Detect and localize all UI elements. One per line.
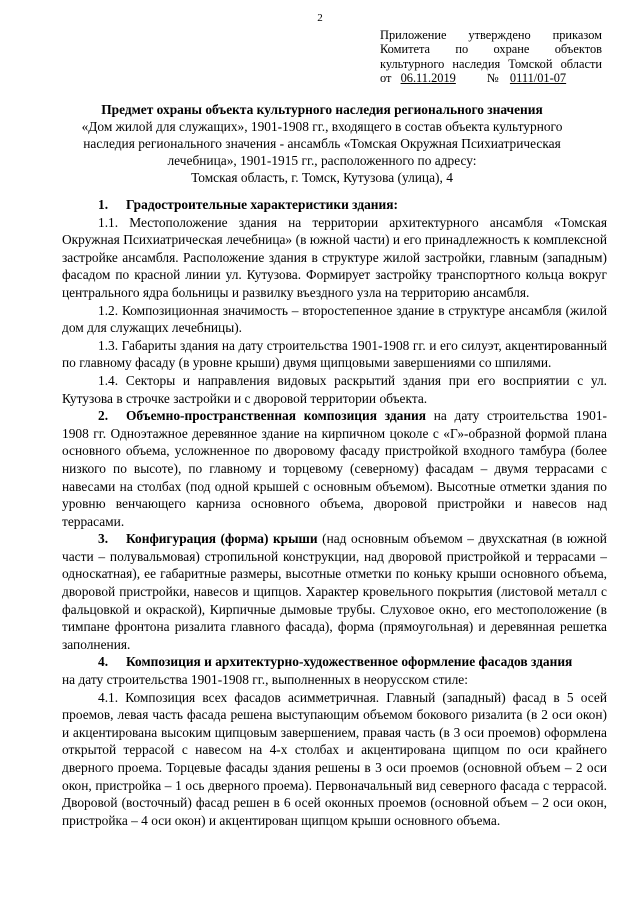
- number-prefix: №: [486, 71, 499, 86]
- date-prefix: от: [380, 71, 392, 86]
- approval-line: Комитета по охране объектов: [380, 42, 602, 57]
- page-number: 2: [317, 12, 323, 24]
- title-object: «Дом жилой для служащих», 1901-1908 гг., входящего в состав объекта культурного наследия регионального значения - ансамбль «Томская Окружная Психиатрическая лечебница», 1901-1915 гг., расположенного по адресу:: [81, 119, 563, 168]
- document-body: [62, 196, 607, 829]
- approval-line: Приложение утверждено приказом: [380, 28, 602, 42]
- approval-number: 0111/01-07: [509, 71, 567, 86]
- section-heading: 1. Градостроительные характеристики здания:: [98, 197, 398, 212]
- approval-date: 06.11.2019: [400, 71, 456, 86]
- section-heading: 4. Композиция и архитектурно-художественное оформление фасадов здания: [98, 654, 573, 670]
- paragraph: 1.1. Местоположение здания на территории архитектурного ансамбля «Томская Окружная Психиатрическая лечебница» (в южной части) и его принадлежность к комплексной застройке ансамбля. Расположение здания в структуре жилой застройки, главным (западным) фасадом по красной линии ул. Кутузова. Формирует застройку транспортного кольца вокруг центрального ядра больницы и развилку въездного узла на территорию ансамбля.: [62, 214, 607, 300]
- paragraph: 1.2. Композиционная значимость – второстепенное здание в структуре ансамбля (жилой дом для служащих лечебницы).: [62, 302, 607, 336]
- approval-block: [380, 28, 602, 86]
- section-2: 2. Объемно-пространственная композиция здания на дату строительства 1901-1908 гг. Одноэтажное деревянное здание на кирпичном цоколе с «Г»-образной формой плана основного объема, усложненное по дворовому фасаду пристройкой входного тамбура (более низкого по высоте), по главному и торцевому (северному) фасадам – двумя террасами с навесами на столбах (под одной крышей с основным объемом). Высотные отметки здания по уровню венчающего карниза основного объема, дворовой пристройки и навесов над террасами.: [62, 408, 607, 529]
- section-3: 3. Конфигурация (форма) крыши (над основным объемом – двухскатная (в южной части – полувальмовая) стропильной конструкции, над дворовой пристройкой и террасами – односкатная), ее габаритные размеры, высотные отметки по коньку крыши основного объема, дворовой пристройки, навесов и щипцов. Характер кровельного покрытия (листовой металл с фальцовкой и окраской), Кирпичные дымовые трубы. Слуховое окно, его местоположение (в тимпане фронтона ризалита главного фасада), форма (прямоугольная) и деревянная решетка заполнения.: [62, 531, 607, 652]
- title-address: Томская область, г. Томск, Кутузова (улица), 4: [191, 170, 453, 185]
- paragraph: на дату строительства 1901-1908 гг., выполненных в неорусском стиле:: [62, 672, 468, 688]
- paragraph: 1.4. Секторы и направления видовых раскрытий здания при его восприятии с ул. Кутузова в строчке застройки и с дворовой территории объекта.: [62, 372, 607, 406]
- approval-line: культурного наследия Томской области: [380, 56, 602, 71]
- section-title: Объемно-пространственная композиция здания: [126, 408, 426, 424]
- section-title: Конфигурация (форма) крыши: [126, 531, 318, 547]
- paragraph: 4.1. Композиция всех фасадов асимметричная. Главный (западный) фасад в 5 осей проемов, левая часть фасада решена выступающим объемом бокового ризалита (в 2 оси окон) и акцентирована высоким щипцовым завершением, правая часть (в 3 оси проемов) оформлена открытой террасой с навесом на 4-х столбах и акцентирована щипцом по оси крайнего дверного проема. Торцевые фасады здания решены в 3 оси проемов (основной объем – 2 оси окон, пристройка – 1 ось дверного проема). Первоначальный вид северного фасада с террасой. Дворовой (восточный) фасад решен в 6 осей оконных проемов (основной объем – 2 оси окон, пристройка – 4 оси окон) и акцентирован щипцом крыши основного объема.: [62, 689, 607, 828]
- title-heading: Предмет охраны объекта культурного наследия регионального значения: [101, 102, 543, 117]
- approval-date-line: [380, 71, 602, 85]
- paragraph: 1.3. Габариты здания на дату строительства 1901-1908 гг. и его силуэт, акцентированный по главному фасаду (в уровне крыши) двумя щипцовыми завершениями со шпилями.: [62, 337, 607, 371]
- document-title: [62, 101, 582, 186]
